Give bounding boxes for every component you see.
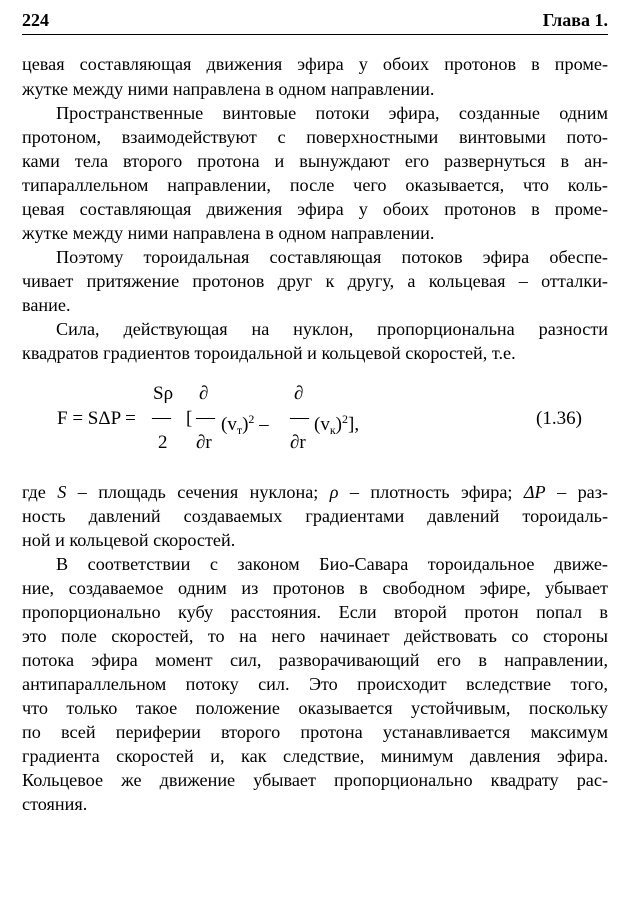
paragraph-line: потока эфира момент сил, разворачивающий его в направлении, <box>22 650 608 670</box>
paragraph-line: вание. <box>22 295 71 315</box>
bracket-open: [ <box>186 408 193 429</box>
paragraph-line: типараллельном направлении, после чего оказывается, что коль- <box>22 175 608 195</box>
partial-symbol: ∂ <box>294 383 304 404</box>
paragraph-line: Сила, действующая на нуклон, пропорциональна разности <box>56 319 608 339</box>
paragraph-line: стояния. <box>22 794 88 814</box>
chapter-title: Глава 1. <box>542 10 608 30</box>
partial-symbol: ∂ <box>199 383 209 404</box>
paragraph-line: жутке между ними направлена в одном направлении. <box>22 79 435 99</box>
paragraph-line: чивает притяжение протонов друг к другу, а кольцевая – отталки- <box>22 271 608 291</box>
paragraph-line: ками тела второго протона и вынуждают его развернуться в ан- <box>22 151 608 171</box>
velocity-circular: $(v_к)^2$], <box>314 412 360 437</box>
paragraph-line: ной и кольцевой скоростей. <box>22 530 236 550</box>
paragraph-line: пропорционально кубу расстояния. Если второй протон попал в <box>22 602 608 622</box>
paragraph-line: по всей периферии второго протона устанавливается максимум <box>22 722 608 742</box>
paragraph-line: это поле скоростей, то на него начинает действовать со стороны <box>22 626 608 646</box>
paragraph-line: что только такое положение оказывается устойчивым, поскольку <box>22 698 608 718</box>
fraction-bar: — <box>196 407 215 428</box>
fraction-bar: — <box>152 407 171 428</box>
paragraph-line: В соответствии с законом Био-Савара тороидальное движе- <box>56 554 608 574</box>
page-header <box>22 8 608 35</box>
partial-r: ∂r <box>290 432 306 453</box>
paragraph-line: жутке между ними направлена в одном направлении. <box>22 223 435 243</box>
paragraph-line: Кольцевое же движение убывает пропорционально квадрату рас- <box>22 770 608 790</box>
equation-lhs: F = SΔP = <box>57 408 136 429</box>
coefficient-numerator: Sρ <box>153 383 174 404</box>
paragraph-line: Поэтому тороидальная составляющая потоков эфира обеспе- <box>56 247 608 267</box>
partial-r: ∂r <box>196 432 212 453</box>
paragraph-line: протоном, взаимодействуют с поверхностными винтовыми пото- <box>22 127 608 147</box>
equation-number: (1.36) <box>536 408 582 429</box>
paragraph-line: Пространственные винтовые потоки эфира, созданные одним <box>56 103 608 123</box>
paragraph-line: где S – площадь сечения нуклона; ρ – плотность эфира; ΔP – раз- <box>22 482 608 502</box>
fraction-bar: — <box>290 407 309 428</box>
coefficient-denominator: 2 <box>158 432 168 453</box>
paragraph-line: квадратов градиентов тороидальной и кольцевой скоростей, т.е. <box>22 343 516 363</box>
paragraph-line: ние, создаваемое одним из протонов в свободном эфире, убывает <box>22 578 608 598</box>
paragraph-line: цевая составляющая движения эфира у обоих протонов в проме- <box>22 199 608 219</box>
paragraph-line: антипараллельном потоку сил. Это происходит вследствие того, <box>22 674 608 694</box>
paragraph-line: градиента скоростей и, как следствие, минимум давления эфира. <box>22 746 608 766</box>
page-number: 224 <box>22 10 49 30</box>
paragraph-line: ность давлений создаваемых градиентами давлений тороидаль- <box>22 506 608 526</box>
velocity-toroidal: $(v_т)^2$ – <box>221 412 269 437</box>
paragraph-line: цевая составляющая движения эфира у обоих протонов в проме- <box>22 54 608 74</box>
